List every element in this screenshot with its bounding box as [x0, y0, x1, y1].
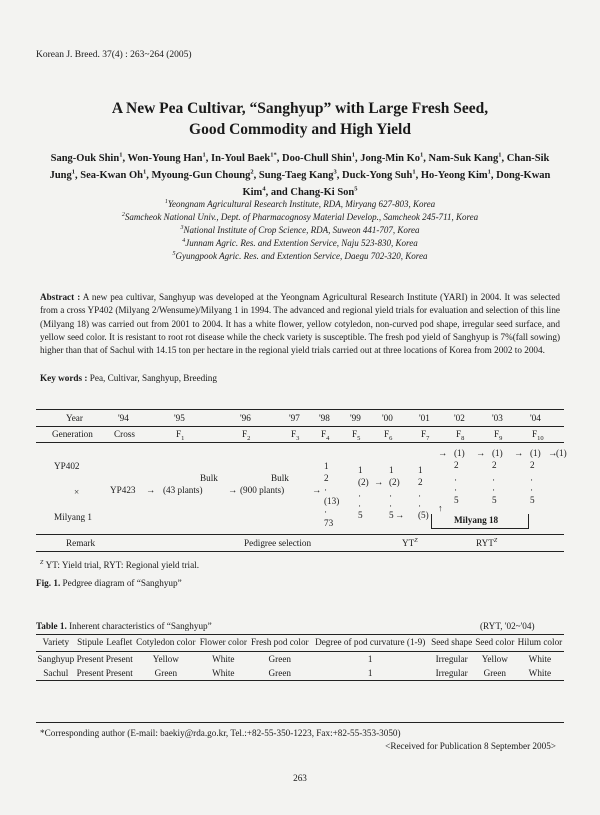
f3-value: 73	[324, 518, 334, 528]
f5-value: (2)	[389, 477, 400, 487]
author-affil-mark: 1	[71, 168, 76, 176]
f6-value: ·	[418, 501, 422, 511]
f9-value: 2	[530, 460, 535, 470]
author-name: Dong-Kwan Kim	[242, 170, 551, 198]
characteristics-table	[36, 634, 564, 681]
table-cell: White	[198, 666, 249, 681]
author-affil-mark: 3	[333, 168, 337, 176]
table-cell: 1	[367, 654, 373, 664]
arrow: →	[146, 485, 156, 495]
table-header-cell: Seed shape	[430, 635, 474, 652]
f7-value: 2	[454, 460, 459, 470]
year-cell: Year	[66, 413, 83, 423]
author-affil-mark: 2	[250, 168, 254, 176]
affiliation-text: Gyungpook Agric. Res. and Extention Service, Daegu 702-320, Korea	[175, 251, 428, 261]
plants-43: (43 plants)	[163, 485, 203, 495]
pedigree-footnote: $^Z$ YT: Yield trial, RYT: Regional yield trial.	[40, 560, 200, 571]
f3-value: ·	[324, 485, 328, 495]
generation-cell: $F_6$	[384, 429, 393, 442]
table-cell: Present	[76, 654, 104, 664]
table-header-cell: Hilum color	[516, 635, 564, 652]
year-cell: '99	[350, 413, 361, 423]
table-cell: Irregular	[430, 666, 474, 681]
year-cell: '97	[289, 413, 300, 423]
affiliation	[40, 250, 560, 263]
f4-value: 5	[358, 510, 363, 520]
pedigree-year-rule	[36, 426, 564, 427]
affiliation-text: Yeongnam Agricultural Research Institute, RDA, Miryang 627-803, Korea	[167, 199, 436, 209]
table-header-row	[36, 635, 564, 652]
generation-cross: Cross	[114, 429, 135, 439]
generation-subscript: 5	[357, 434, 361, 442]
affiliation-list	[40, 198, 560, 263]
table-cell: Present	[76, 666, 105, 681]
keywords-text: Pea, Cultivar, Sanghyup, Breeding	[89, 373, 217, 383]
year-cell: '00	[382, 413, 393, 423]
generation-cell: $F_9$	[494, 429, 503, 442]
arrow: →	[514, 448, 524, 458]
table-row	[36, 666, 564, 681]
plants-900: (900 plants)	[240, 485, 285, 495]
abstract-label: Abstract :	[40, 292, 81, 302]
affiliation	[40, 224, 560, 237]
author-affil-mark: 4	[262, 185, 266, 193]
affiliation	[40, 211, 560, 224]
f6-value: 2	[418, 477, 423, 487]
f4-value: ·	[358, 501, 362, 511]
affiliation-text: Samcheok National Univ., Dept. of Pharmacognosy Material Develop., Samcheok 245-711, Korea	[124, 212, 479, 222]
f3-value: ·	[324, 507, 328, 517]
arrow: →	[438, 448, 448, 458]
journal-citation: Korean J. Breed. 37(4) : 263~264 (2005)	[36, 50, 192, 60]
author-affil-mark: 1	[420, 151, 424, 159]
year-cell: '01	[419, 413, 430, 423]
year-cell: '02	[454, 413, 465, 423]
affiliation-text: National Institute of Crop Science, RDA, Suweon 441-707, Korea	[183, 225, 420, 235]
author-affil-mark: 1	[351, 151, 355, 159]
author-name: Myoung-Gun Choung	[151, 170, 251, 181]
table-cell: Irregular	[435, 654, 468, 664]
generation-cell: $F_{10}$	[532, 429, 544, 442]
author-affil-mark: 1	[202, 151, 206, 159]
arrow: →	[476, 448, 486, 458]
received-date: <Received for Publication 8 September 2005>	[385, 741, 556, 751]
table-cell: Present	[105, 666, 134, 681]
pedigree-bottom-rule	[36, 551, 564, 552]
title-line-2: Good Commodity and High Yield	[189, 121, 411, 138]
table-header-cell: Cotyledon color	[134, 635, 198, 652]
author-name: Won-Young Han	[127, 153, 203, 164]
table-cell: Green	[268, 654, 291, 664]
author-name: Chang-Ki Son	[290, 187, 355, 198]
table-cell: White	[516, 666, 564, 681]
generation-subscript: 4	[326, 434, 330, 442]
table-header-cell: Leaflet	[105, 635, 134, 652]
f9-value: ·	[530, 485, 534, 495]
generation-cell: $F_8$	[456, 429, 465, 442]
author-affil-mark: 1	[487, 168, 491, 176]
pedigree-selection-label: Pedigree selection	[244, 538, 312, 548]
generation-subscript: 7	[426, 434, 430, 442]
parent-yp402: YP402	[54, 461, 80, 471]
table-cell: White	[528, 654, 552, 664]
f5-value: 5	[389, 510, 394, 520]
ryt-label: $RYT^Z$	[476, 538, 498, 549]
author-affil-mark: 1*	[270, 151, 277, 159]
year-cell: '03	[492, 413, 503, 423]
f9-value: (1)	[530, 448, 541, 458]
f4-value: ·	[358, 491, 362, 501]
f6-value: ·	[418, 491, 422, 501]
arrow: →	[374, 477, 384, 487]
generation-cell: $F_2$	[242, 429, 251, 442]
author-name: Doo-Chull Shin	[282, 153, 352, 164]
table-note: (RYT, '02~'04)	[480, 621, 535, 631]
generation-cell: $F_3$	[291, 429, 300, 442]
f5-value: ·	[389, 501, 393, 511]
f8-value: ·	[492, 475, 496, 485]
up-arrow: ↑	[438, 503, 443, 513]
footnote-rule	[36, 722, 564, 723]
author-name: Sang-Ouk Shin	[50, 153, 120, 164]
f3-value: 1	[324, 461, 329, 471]
f5-value: 1	[389, 465, 394, 475]
table-cell: Sanghyup	[37, 654, 75, 664]
author-name: Ho-Yeong Kim	[420, 170, 488, 181]
arrow: →	[312, 485, 322, 495]
author-name: Sea-Kwan Oh	[80, 170, 143, 181]
affiliation	[40, 237, 560, 250]
table-header-cell: Stipule	[76, 635, 105, 652]
f6-value: (5)	[418, 510, 429, 520]
affiliation	[40, 198, 560, 211]
generation-subscript: 3	[296, 434, 300, 442]
generation-subscript: 9	[499, 434, 503, 442]
pedigree-diagram	[36, 405, 567, 555]
figure-caption: Fig. 1. Pedgree diagram of “Sanghyup”	[36, 578, 182, 588]
author-name: In-Youl Baek	[211, 153, 271, 164]
author-affil-mark: 5	[354, 185, 358, 193]
f9-value: ·	[530, 475, 534, 485]
year-cell: '95	[174, 413, 185, 423]
pedigree-top-rule	[36, 409, 564, 410]
author-list: Sang-Ouk Shin$^1$, Won-Young Han$^1$, In-Youl Baek$^{1*}$, Doo-Chull Shin$^1$, Jong-Min Ko$^1$, Nam-Suk Kang$^1$, Chan-Sik Jung$^1$, Sea-Kwan Oh$^1$, Myoung-Gun Choung$^2$, Sung-Taeg Kang$^3$, Duck-Yong Suh$^1$, Ho-Yeong Kim$^1$, Dong-Kwan Kim$^4$, and Chang-Ki Son$^5$	[49, 151, 551, 198]
page-number: 263	[293, 773, 307, 783]
f8-value: ·	[492, 485, 496, 495]
milyang18-label: Milyang 18	[454, 515, 499, 525]
year-cell: '96	[240, 413, 251, 423]
f7-value: 5	[454, 495, 459, 505]
generation-subscript: 6	[389, 434, 393, 442]
author-name: Chan-Sik Jung	[49, 153, 550, 181]
table-cell: Green	[249, 666, 311, 681]
f6-value: 1	[418, 465, 423, 475]
author-name: Nam-Suk Kang	[428, 153, 499, 164]
affiliation-mark: 4	[182, 238, 186, 244]
table-header-cell: Variety	[36, 635, 76, 652]
remark-label: Remark	[66, 538, 96, 548]
generation-cell: $F_7$	[421, 429, 430, 442]
f7-value: ·	[454, 475, 458, 485]
f7-value: ·	[454, 485, 458, 495]
affiliation-mark: 2	[121, 212, 125, 218]
f8-value: 2	[492, 460, 497, 470]
f10-value: (1)	[556, 448, 567, 458]
pedigree-remark-rule	[36, 534, 564, 535]
author-name: Duck-Yong Suh	[342, 170, 413, 181]
affiliation-mark: 5	[172, 251, 176, 257]
cross-symbol: ×	[74, 487, 80, 497]
table-cell: Green	[134, 666, 198, 681]
f3-value: (13)	[324, 496, 340, 506]
parent-milyang1: Milyang 1	[54, 512, 93, 522]
arrow: →	[395, 510, 405, 520]
line-yp423: YP423	[110, 485, 136, 495]
affiliation-text: Junnam Agric. Res. and Extention Service, Naju 523-830, Korea	[185, 238, 418, 248]
author-affil-mark: 1	[412, 168, 416, 176]
corresponding-author: *Corresponding author (E-mail: baekiy@rda.go.kr, Tel.:+82-55-350-1223, Fax:+82-55-353-3050)	[40, 728, 401, 738]
affiliation-mark: 3	[180, 225, 184, 231]
generation-cell: $F_1$	[176, 429, 185, 442]
table-header-cell: Seed color	[474, 635, 516, 652]
table-row	[36, 652, 564, 667]
keywords	[40, 373, 217, 383]
year-cell: '94	[118, 413, 129, 423]
table-cell: 1	[311, 666, 430, 681]
generation-subscript: 2	[247, 434, 251, 442]
year-cell: '04	[530, 413, 541, 423]
table-caption: Table 1. Inherent characteristics of “Sanghyup”	[36, 621, 212, 631]
table-cell: Yellow	[152, 654, 179, 664]
generation-cell: $F_5$	[352, 429, 361, 442]
f8-value: 5	[492, 495, 497, 505]
f7-value: (1)	[454, 448, 465, 458]
f9-value: 5	[530, 495, 535, 505]
author-name: Jong-Min Ko	[360, 153, 421, 164]
arrow: →	[228, 485, 238, 495]
author-name: Sung-Taeg Kang	[258, 170, 334, 181]
table-cell: Yellow	[481, 654, 508, 664]
table-header-cell: Flower color	[198, 635, 249, 652]
f3-value: 2	[324, 473, 329, 483]
table-cell: White	[212, 654, 235, 664]
generation-subscript: 8	[461, 434, 465, 442]
generation-cell: $F_4$	[321, 429, 330, 442]
table-cell: Present	[105, 654, 133, 664]
f8-value: (1)	[492, 448, 503, 458]
generation-subscript: 1	[181, 434, 185, 442]
bulk-label-2: Bulk	[271, 473, 289, 483]
title-line-1: A New Pea Cultivar, “Sanghyup” with Large Fresh Seed,	[111, 100, 489, 117]
table-cell: Green	[474, 666, 516, 681]
f5-value: ·	[389, 491, 393, 501]
abstract-text: A new pea cultivar, Sanghyup was developed at the Yeongnam Agricultural Research Institute (YARI) in 2004. It was selected from a cross YP402 (Milyang 2/Wensume)/Milyang 1 in 1994. The advanced and regional yield trials for evaluation and selection of this line (Milyang 18) was carried out from 2001 to 2004. It has a white flower, yellow cotyledon, non-curved pod shape, irregular seed surface, and yellow seed color. It is resistant to root rot disease while the check variety is susceptible. The fresh pod yield of Sanghyup is 7%(fall sowing) higher than that of Sachul with 14.15 ton per hectare in the regional yield trials carried out at three locations of Korea from 2002 to 2004.	[40, 292, 560, 356]
f4-value: (2)	[358, 477, 369, 487]
table-cell: Sachul	[36, 666, 76, 681]
affiliation-mark: 1	[164, 199, 168, 205]
author-affil-mark: 1	[142, 168, 147, 176]
year-cell: '98	[319, 413, 330, 423]
f4-value: 1	[358, 465, 363, 475]
paper-title	[0, 98, 600, 140]
abstract	[40, 291, 560, 357]
generation-subscript: 10	[537, 434, 544, 442]
generation-label: Generation	[52, 429, 93, 439]
author-affil-mark: 1	[119, 151, 123, 159]
keywords-label: Key words :	[40, 373, 88, 383]
bulk-label-1: Bulk	[200, 473, 218, 483]
table-header-cell: Fresh pod color	[249, 635, 311, 652]
yt-label: $YT^Z$	[402, 538, 418, 549]
author-affil-mark: 1	[498, 151, 502, 159]
pedigree-generation-rule	[36, 442, 564, 443]
arrow: →	[548, 448, 558, 458]
table-header-cell: Degree of pod curvature (1-9)	[311, 635, 430, 652]
